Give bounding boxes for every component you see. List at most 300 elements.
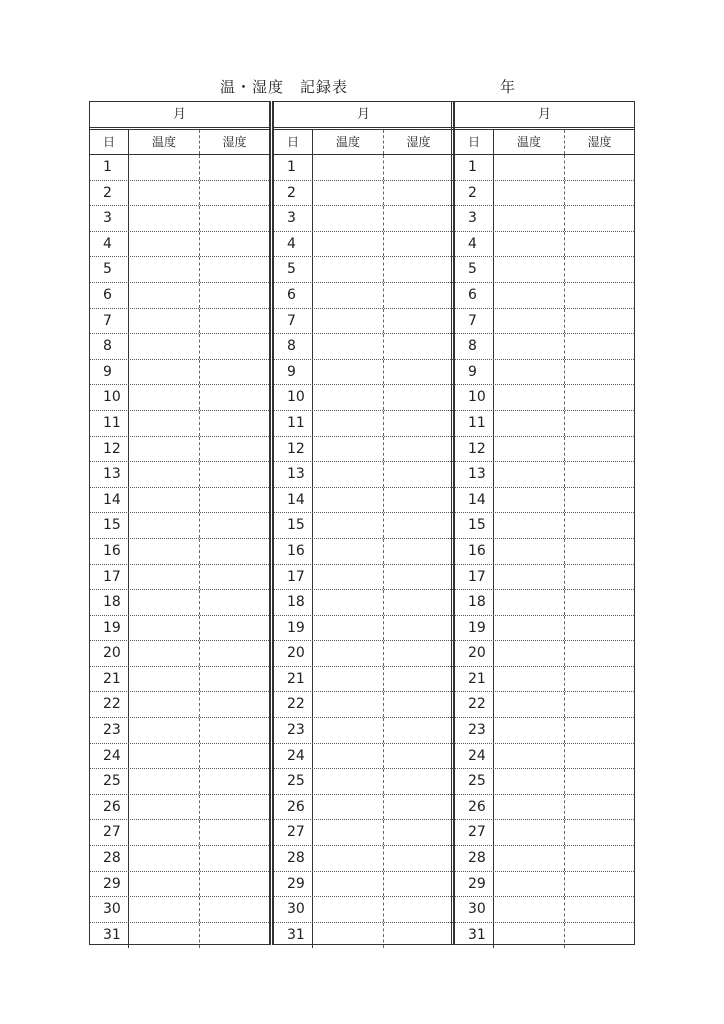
day-number: 8: [274, 334, 313, 359]
day-number: 10: [90, 385, 129, 410]
day-row: [455, 283, 634, 309]
temperature-cell[interactable]: [129, 692, 200, 717]
day-number: 22: [274, 692, 313, 717]
humidity-cell[interactable]: [565, 923, 634, 949]
temperature-cell[interactable]: [313, 641, 384, 666]
day-row: [274, 334, 453, 360]
temperature-cell[interactable]: [494, 718, 565, 743]
day-number: 26: [274, 795, 313, 820]
temperature-cell[interactable]: [494, 897, 565, 922]
temperature-cell[interactable]: [494, 667, 565, 692]
humidity-cell[interactable]: [565, 769, 634, 794]
temperature-cell[interactable]: [313, 565, 384, 590]
temperature-cell[interactable]: [129, 718, 200, 743]
humidity-cell[interactable]: [565, 462, 634, 487]
day-rows: [90, 155, 269, 948]
temperature-column-header: 温度: [129, 130, 200, 154]
temperature-cell[interactable]: [494, 283, 565, 308]
day-number: 23: [274, 718, 313, 743]
humidity-cell[interactable]: [384, 437, 453, 462]
day-row: [455, 692, 634, 718]
temperature-cell[interactable]: [494, 181, 565, 206]
day-number: 24: [274, 744, 313, 769]
temperature-cell[interactable]: [313, 437, 384, 462]
humidity-cell[interactable]: [565, 411, 634, 436]
day-number: 9: [274, 360, 313, 385]
day-row: [90, 744, 269, 770]
day-number: 2: [90, 181, 129, 206]
humidity-cell[interactable]: [565, 692, 634, 717]
humidity-cell[interactable]: [384, 641, 453, 666]
day-number: 16: [90, 539, 129, 564]
temperature-cell[interactable]: [129, 846, 200, 871]
day-number: 29: [90, 872, 129, 897]
humidity-cell[interactable]: [200, 641, 269, 666]
day-row: [274, 872, 453, 898]
temperature-cell[interactable]: [129, 795, 200, 820]
humidity-cell[interactable]: [565, 360, 634, 385]
humidity-cell[interactable]: [384, 616, 453, 641]
humidity-cell[interactable]: [565, 565, 634, 590]
day-number: 4: [455, 232, 494, 257]
temperature-cell[interactable]: [494, 155, 565, 180]
temperature-cell[interactable]: [313, 718, 384, 743]
day-row: [90, 309, 269, 335]
temperature-cell[interactable]: [494, 744, 565, 769]
day-column-header: 日: [90, 130, 129, 154]
humidity-cell[interactable]: [565, 897, 634, 922]
day-row: [274, 257, 453, 283]
temperature-cell[interactable]: [494, 590, 565, 615]
temperature-cell[interactable]: [129, 744, 200, 769]
day-row: [90, 488, 269, 514]
humidity-cell[interactable]: [200, 872, 269, 897]
humidity-cell[interactable]: [200, 897, 269, 922]
day-number: 2: [455, 181, 494, 206]
day-number: 25: [90, 769, 129, 794]
temperature-cell[interactable]: [313, 462, 384, 487]
day-number: 19: [455, 616, 494, 641]
humidity-cell[interactable]: [384, 565, 453, 590]
humidity-cell[interactable]: [384, 590, 453, 615]
temperature-cell[interactable]: [494, 539, 565, 564]
humidity-cell[interactable]: [565, 539, 634, 564]
humidity-cell[interactable]: [200, 718, 269, 743]
humidity-cell[interactable]: [384, 462, 453, 487]
humidity-cell[interactable]: [565, 334, 634, 359]
humidity-cell[interactable]: [565, 283, 634, 308]
humidity-cell[interactable]: [384, 718, 453, 743]
day-row: [455, 385, 634, 411]
humidity-cell[interactable]: [565, 718, 634, 743]
day-number: 29: [455, 872, 494, 897]
day-number: 26: [455, 795, 494, 820]
humidity-cell[interactable]: [384, 257, 453, 282]
day-row: [90, 692, 269, 718]
temperature-cell[interactable]: [313, 795, 384, 820]
day-number: 28: [90, 846, 129, 871]
temperature-cell[interactable]: [129, 232, 200, 257]
day-number: 12: [274, 437, 313, 462]
day-row: [90, 513, 269, 539]
temperature-cell[interactable]: [313, 257, 384, 282]
temperature-cell[interactable]: [313, 411, 384, 436]
humidity-cell[interactable]: [384, 923, 453, 949]
humidity-cell[interactable]: [200, 488, 269, 513]
humidity-cell[interactable]: [384, 488, 453, 513]
humidity-cell[interactable]: [565, 385, 634, 410]
day-row: [90, 334, 269, 360]
humidity-cell[interactable]: [200, 616, 269, 641]
day-row: [90, 795, 269, 821]
day-row: [455, 513, 634, 539]
temperature-cell[interactable]: [494, 795, 565, 820]
temperature-cell[interactable]: [313, 744, 384, 769]
humidity-cell[interactable]: [200, 692, 269, 717]
humidity-cell[interactable]: [200, 334, 269, 359]
temperature-cell[interactable]: [129, 513, 200, 538]
humidity-cell[interactable]: [565, 437, 634, 462]
temperature-cell[interactable]: [494, 232, 565, 257]
temperature-cell[interactable]: [313, 872, 384, 897]
day-number: 27: [455, 820, 494, 845]
day-number: 23: [455, 718, 494, 743]
humidity-cell[interactable]: [200, 667, 269, 692]
temperature-cell[interactable]: [494, 411, 565, 436]
day-number: 8: [455, 334, 494, 359]
humidity-cell[interactable]: [384, 181, 453, 206]
day-row: [274, 385, 453, 411]
humidity-cell[interactable]: [565, 820, 634, 845]
humidity-cell[interactable]: [565, 488, 634, 513]
day-number: 7: [455, 309, 494, 334]
humidity-cell[interactable]: [565, 872, 634, 897]
humidity-cell[interactable]: [200, 437, 269, 462]
day-row: [274, 897, 453, 923]
humidity-cell[interactable]: [565, 181, 634, 206]
day-number: 5: [455, 257, 494, 282]
day-number: 3: [90, 206, 129, 231]
day-row: [274, 692, 453, 718]
day-number: 13: [90, 462, 129, 487]
temperature-cell[interactable]: [494, 513, 565, 538]
humidity-cell[interactable]: [565, 206, 634, 231]
temperature-cell[interactable]: [129, 769, 200, 794]
temperature-cell[interactable]: [494, 360, 565, 385]
humidity-cell[interactable]: [200, 744, 269, 769]
day-row: [455, 411, 634, 437]
day-row: [274, 641, 453, 667]
day-row: [455, 181, 634, 207]
day-number: 3: [455, 206, 494, 231]
humidity-cell[interactable]: [200, 846, 269, 871]
humidity-cell[interactable]: [384, 795, 453, 820]
day-number: 30: [90, 897, 129, 922]
day-number: 1: [455, 155, 494, 180]
humidity-cell[interactable]: [200, 232, 269, 257]
day-row: [90, 437, 269, 463]
humidity-cell[interactable]: [200, 513, 269, 538]
day-row: [274, 744, 453, 770]
humidity-cell[interactable]: [565, 616, 634, 641]
day-number: 31: [455, 923, 494, 949]
humidity-cell[interactable]: [565, 667, 634, 692]
day-row: [274, 155, 453, 181]
humidity-cell[interactable]: [200, 257, 269, 282]
temperature-cell[interactable]: [313, 385, 384, 410]
temperature-cell[interactable]: [494, 309, 565, 334]
temperature-cell[interactable]: [313, 181, 384, 206]
temperature-cell[interactable]: [129, 897, 200, 922]
temperature-cell[interactable]: [494, 616, 565, 641]
humidity-cell[interactable]: [384, 283, 453, 308]
temperature-cell[interactable]: [129, 667, 200, 692]
temperature-cell[interactable]: [129, 385, 200, 410]
humidity-cell[interactable]: [200, 385, 269, 410]
temperature-cell[interactable]: [494, 820, 565, 845]
day-number: 11: [274, 411, 313, 436]
day-number: 7: [90, 309, 129, 334]
month-header: 月: [274, 102, 453, 130]
humidity-cell[interactable]: [200, 155, 269, 180]
temperature-cell[interactable]: [129, 872, 200, 897]
day-row: [90, 462, 269, 488]
day-row: [455, 718, 634, 744]
temperature-cell[interactable]: [129, 309, 200, 334]
humidity-cell[interactable]: [384, 846, 453, 871]
temperature-cell[interactable]: [129, 462, 200, 487]
day-row: [455, 923, 634, 949]
day-number: 1: [274, 155, 313, 180]
day-row: [455, 232, 634, 258]
humidity-cell[interactable]: [565, 155, 634, 180]
day-number: 24: [90, 744, 129, 769]
day-rows: [455, 155, 634, 948]
humidity-cell[interactable]: [565, 641, 634, 666]
day-row: [90, 283, 269, 309]
temperature-cell[interactable]: [494, 334, 565, 359]
humidity-cell[interactable]: [384, 155, 453, 180]
month-table-2: [273, 101, 454, 945]
humidity-cell[interactable]: [384, 411, 453, 436]
day-number: 16: [455, 539, 494, 564]
humidity-cell[interactable]: [384, 897, 453, 922]
temperature-cell[interactable]: [129, 437, 200, 462]
temperature-cell[interactable]: [494, 769, 565, 794]
temperature-cell[interactable]: [129, 488, 200, 513]
temperature-cell[interactable]: [494, 923, 565, 949]
day-number: 20: [274, 641, 313, 666]
temperature-cell[interactable]: [313, 309, 384, 334]
day-number: 4: [90, 232, 129, 257]
day-number: 10: [455, 385, 494, 410]
day-row: [274, 513, 453, 539]
temperature-cell[interactable]: [313, 923, 384, 949]
month-table-3: [454, 101, 635, 945]
temperature-cell[interactable]: [494, 385, 565, 410]
humidity-cell[interactable]: [565, 309, 634, 334]
day-number: 22: [90, 692, 129, 717]
humidity-cell[interactable]: [200, 309, 269, 334]
humidity-cell[interactable]: [200, 462, 269, 487]
day-number: 24: [455, 744, 494, 769]
day-row: [90, 872, 269, 898]
day-number: 21: [274, 667, 313, 692]
day-row: [274, 488, 453, 514]
day-number: 14: [90, 488, 129, 513]
day-row: [274, 590, 453, 616]
year-label: 年: [500, 78, 516, 96]
temperature-cell[interactable]: [129, 155, 200, 180]
day-number: 25: [455, 769, 494, 794]
humidity-cell[interactable]: [384, 309, 453, 334]
humidity-cell[interactable]: [200, 283, 269, 308]
day-number: 2: [274, 181, 313, 206]
temperature-cell[interactable]: [129, 565, 200, 590]
day-number: 31: [90, 923, 129, 949]
humidity-cell[interactable]: [200, 769, 269, 794]
temperature-cell[interactable]: [313, 769, 384, 794]
day-number: 25: [274, 769, 313, 794]
temperature-cell[interactable]: [129, 206, 200, 231]
day-row: [455, 488, 634, 514]
day-row: [90, 846, 269, 872]
humidity-column-header: 湿度: [222, 135, 247, 149]
day-number: 11: [90, 411, 129, 436]
temperature-cell[interactable]: [129, 641, 200, 666]
temperature-cell[interactable]: [313, 692, 384, 717]
day-number: 13: [274, 462, 313, 487]
temperature-cell[interactable]: [494, 641, 565, 666]
humidity-cell[interactable]: [565, 232, 634, 257]
day-row: [455, 206, 634, 232]
day-row: [455, 744, 634, 770]
day-number: 10: [274, 385, 313, 410]
humidity-cell[interactable]: [200, 590, 269, 615]
humidity-cell[interactable]: [384, 232, 453, 257]
temperature-cell[interactable]: [129, 590, 200, 615]
temperature-cell[interactable]: [313, 897, 384, 922]
day-number: 31: [274, 923, 313, 949]
temperature-cell[interactable]: [313, 283, 384, 308]
temperature-cell[interactable]: [494, 206, 565, 231]
month-table-1: [89, 101, 270, 945]
temperature-cell[interactable]: [129, 411, 200, 436]
temperature-cell[interactable]: [494, 872, 565, 897]
temperature-cell[interactable]: [129, 360, 200, 385]
humidity-cell[interactable]: [565, 590, 634, 615]
humidity-cell[interactable]: [384, 539, 453, 564]
humidity-cell[interactable]: [200, 820, 269, 845]
month-header: 月: [90, 102, 269, 130]
humidity-cell[interactable]: [200, 539, 269, 564]
humidity-cell[interactable]: [384, 513, 453, 538]
temperature-cell[interactable]: [494, 846, 565, 871]
day-number: 18: [90, 590, 129, 615]
day-row: [455, 360, 634, 386]
column-header: [274, 130, 453, 155]
temperature-cell[interactable]: [494, 692, 565, 717]
temperature-cell[interactable]: [313, 232, 384, 257]
day-number: 14: [455, 488, 494, 513]
humidity-cell[interactable]: [384, 206, 453, 231]
temperature-cell[interactable]: [313, 206, 384, 231]
temperature-cell[interactable]: [313, 846, 384, 871]
day-row: [455, 257, 634, 283]
temperature-cell[interactable]: [313, 590, 384, 615]
humidity-cell[interactable]: [384, 334, 453, 359]
temperature-cell[interactable]: [313, 513, 384, 538]
day-number: 4: [274, 232, 313, 257]
temperature-cell[interactable]: [313, 334, 384, 359]
temperature-cell[interactable]: [313, 667, 384, 692]
humidity-cell[interactable]: [200, 360, 269, 385]
day-number: 6: [90, 283, 129, 308]
humidity-cell[interactable]: [384, 872, 453, 897]
day-number: 12: [90, 437, 129, 462]
humidity-cell[interactable]: [565, 744, 634, 769]
humidity-cell[interactable]: [200, 411, 269, 436]
temperature-cell[interactable]: [494, 488, 565, 513]
day-row: [274, 616, 453, 642]
humidity-cell[interactable]: [384, 820, 453, 845]
humidity-cell[interactable]: [565, 513, 634, 538]
temperature-cell[interactable]: [313, 360, 384, 385]
column-header: [90, 130, 269, 155]
humidity-cell[interactable]: [384, 360, 453, 385]
humidity-cell[interactable]: [384, 692, 453, 717]
temperature-cell[interactable]: [313, 539, 384, 564]
day-number: 5: [90, 257, 129, 282]
humidity-cell[interactable]: [200, 795, 269, 820]
humidity-cell[interactable]: [200, 206, 269, 231]
day-row: [274, 232, 453, 258]
temperature-cell[interactable]: [313, 155, 384, 180]
day-row: [274, 923, 453, 949]
temperature-cell[interactable]: [494, 462, 565, 487]
day-number: 19: [274, 616, 313, 641]
temperature-cell[interactable]: [129, 283, 200, 308]
temperature-cell[interactable]: [313, 820, 384, 845]
humidity-cell[interactable]: [565, 846, 634, 871]
humidity-cell[interactable]: [384, 667, 453, 692]
temperature-cell[interactable]: [129, 616, 200, 641]
temperature-cell[interactable]: [494, 257, 565, 282]
temperature-cell[interactable]: [129, 539, 200, 564]
temperature-cell[interactable]: [494, 565, 565, 590]
temperature-cell[interactable]: [494, 437, 565, 462]
temperature-cell[interactable]: [129, 923, 200, 949]
humidity-cell[interactable]: [200, 923, 269, 949]
humidity-cell[interactable]: [384, 769, 453, 794]
temperature-cell[interactable]: [313, 488, 384, 513]
temperature-cell[interactable]: [129, 334, 200, 359]
humidity-cell[interactable]: [200, 565, 269, 590]
temperature-cell[interactable]: [129, 181, 200, 206]
humidity-cell[interactable]: [200, 181, 269, 206]
day-number: 3: [274, 206, 313, 231]
day-row: [455, 820, 634, 846]
humidity-cell[interactable]: [384, 744, 453, 769]
day-number: 17: [455, 565, 494, 590]
temperature-cell[interactable]: [129, 820, 200, 845]
day-row: [455, 616, 634, 642]
temperature-cell[interactable]: [313, 616, 384, 641]
humidity-cell[interactable]: [384, 385, 453, 410]
temperature-cell[interactable]: [129, 257, 200, 282]
humidity-cell[interactable]: [565, 257, 634, 282]
humidity-cell[interactable]: [565, 795, 634, 820]
